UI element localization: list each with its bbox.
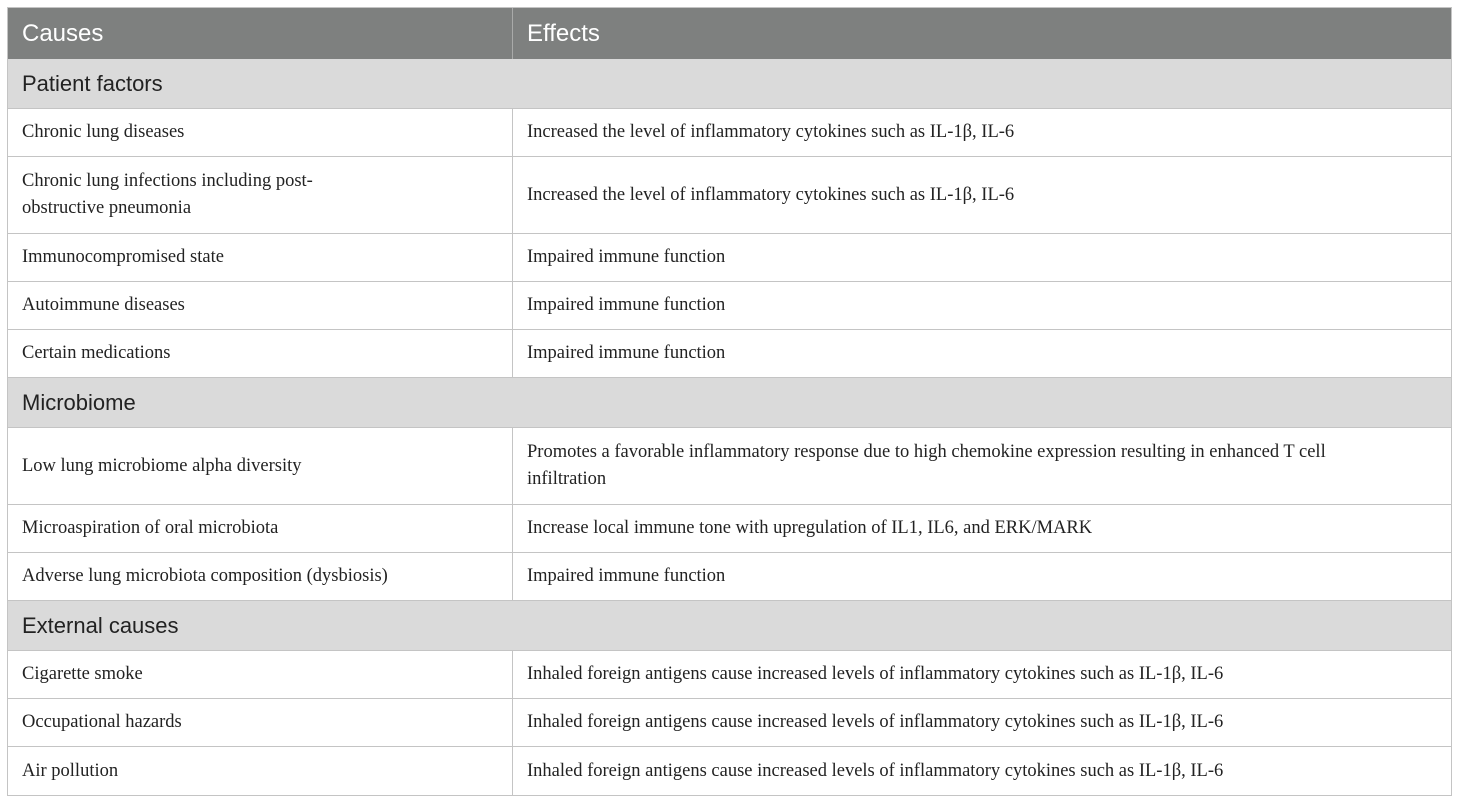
cause-cell: Immunocompromised state [8,234,513,281]
effect-cell: Impaired immune function [527,343,726,363]
table-row [8,330,1451,378]
cause-cell: Low lung microbiome alpha diversity [8,428,513,504]
effect-cell: Promotes a favorable inflammatory response due to high chemokine expression resulting in enhanced T cell infiltration [527,442,1326,489]
cause-cell: Chronic lung diseases [8,109,513,156]
section-title: Patient factors [22,70,163,96]
cause-cell: Cigarette smoke [8,651,513,698]
cause-cell: Microaspiration of oral microbiota [8,505,513,552]
section-title: Microbiome [22,389,136,415]
effect-cell: Increase local immune tone with upregulation of IL1, IL6, and ERK/MARK [527,518,1093,538]
header-causes: Causes [8,8,513,59]
table-row [8,651,1451,699]
effect-cell: Impaired immune function [527,566,726,586]
cause-cell: Chronic lung infections including post-obstructive pneumonia [8,157,513,233]
table-row [8,747,1451,795]
cause-cell: Adverse lung microbiota composition (dysbiosis) [8,553,513,600]
table-row [8,109,1451,157]
effect-cell: Inhaled foreign antigens cause increased levels of inflammatory cytokines such as IL-1β, IL-6 [527,760,1224,781]
section-header-patient-factors [8,59,1451,109]
table-header-row [8,8,1451,59]
table-row [8,157,1451,234]
cause-cell: Certain medications [8,330,513,377]
cause-cell: Autoimmune diseases [8,282,513,329]
section-header-microbiome [8,378,1451,428]
effect-cell: Impaired immune function [527,247,726,267]
causes-effects-table [7,7,1452,796]
header-effects: Effects [527,19,600,47]
table-row [8,234,1451,282]
table-row [8,553,1451,601]
effect-cell: Impaired immune function [527,295,726,315]
table-row [8,505,1451,553]
cause-cell: Occupational hazards [8,699,513,746]
section-title: External causes [22,612,179,638]
table-row [8,282,1451,330]
effect-cell: Increased the level of inflammatory cytokines such as IL-1β, IL-6 [527,184,1015,205]
effect-cell: Inhaled foreign antigens cause increased levels of inflammatory cytokines such as IL-1β, IL-6 [527,712,1224,732]
effect-cell: Inhaled foreign antigens cause increased levels of inflammatory cytokines such as IL-1β, IL-6 [527,664,1224,684]
table-row [8,428,1451,505]
effect-cell: Increased the level of inflammatory cytokines such as IL-1β, IL-6 [527,122,1015,142]
table-row [8,699,1451,747]
section-header-external-causes [8,601,1451,651]
cause-cell: Air pollution [8,747,513,795]
